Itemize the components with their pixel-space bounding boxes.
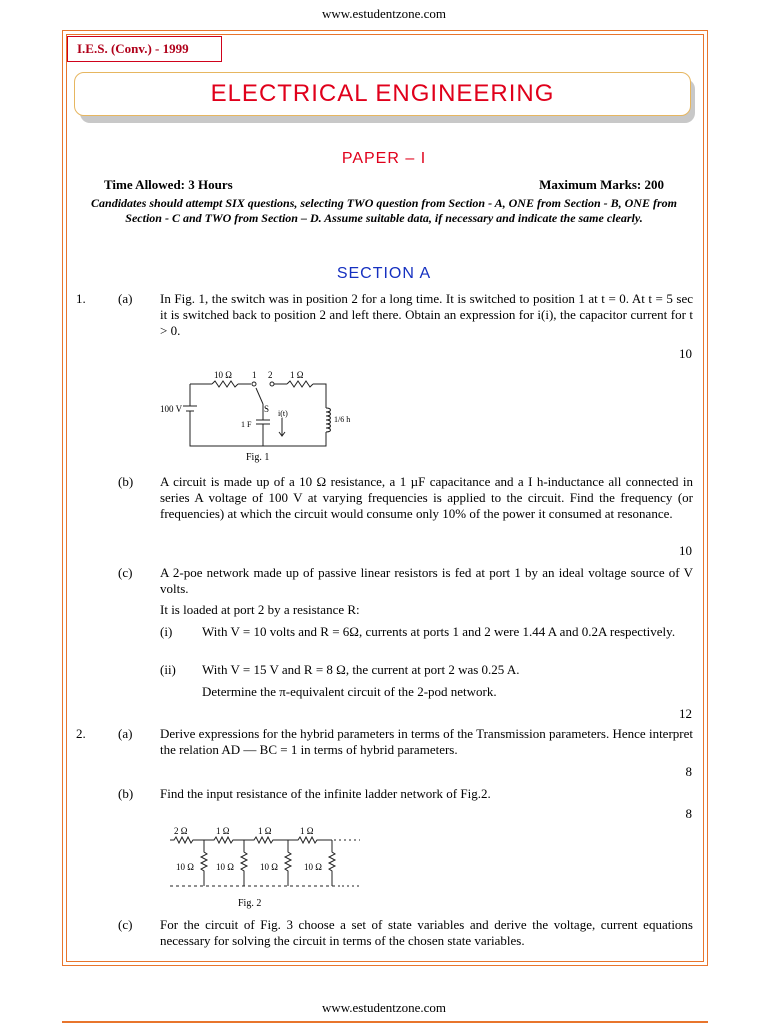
fig2-series-label: 2 Ω — [174, 826, 188, 836]
q2a-marks: 8 — [685, 764, 692, 779]
section-heading: SECTION A — [336, 265, 432, 282]
page-title: ELECTRICAL ENGINEERING — [210, 80, 555, 107]
q1c-ii-text: With V = 15 V and R = 8 Ω, the current at port 2 was 0.25 A. — [202, 662, 520, 677]
q1c-loaded: It is loaded at port 2 by a resistance R: — [160, 602, 360, 617]
fig1-r1-label: 10 Ω — [214, 370, 232, 380]
figure-2 — [160, 824, 380, 910]
fig1-switch-label: S — [264, 404, 270, 414]
q2b-label: (b) — [118, 786, 134, 801]
q1a-text: In Fig. 1, the switch was in position 2 for a long time. It is switched to position 1 at t = 0. At t = 5 sec it is switched back to position 2 and left there. Obtain an expression for i(i), the capacitor current for t > 0. — [160, 291, 693, 338]
q1c-label: (c) — [118, 565, 133, 580]
q1c-text: A 2-poe network made up of passive linear resistors is fed at port 1 by an ideal voltage source of V volts. — [160, 565, 693, 596]
q1b-marks: 10 — [679, 543, 692, 558]
q1c-i-text: With V = 10 volts and R = 6Ω, currents at ports 1 and 2 were 1.44 A and 0.2A respectively. — [202, 624, 676, 639]
q1b-text: A circuit is made up of a 10 Ω resistance, a 1 µF capacitance and a I h-inductance all connected in series A voltage of 100 V at varying frequencies is applied to the circuit. Find the frequency (or frequencies) at which the circuit would consume only 10% of the power it consumed at resonance. — [160, 474, 693, 521]
fig2-shunt-label: 10 Ω — [216, 862, 234, 872]
q1c-determine: Determine the π-equivalent circuit of the 2-pod network. — [202, 684, 497, 699]
q1c-ii-label: (ii) — [160, 662, 176, 677]
fig2-series-label: 1 Ω — [258, 826, 272, 836]
fig2-series-label: 1 Ω — [216, 826, 230, 836]
fig1-current-label: i(t) — [278, 409, 288, 418]
header-site[interactable]: www.estudentzone.com — [321, 6, 447, 21]
footer-divider — [62, 1021, 708, 1023]
q1c-i-label: (i) — [160, 624, 173, 639]
footer-site[interactable]: www.estudentzone.com — [321, 1000, 447, 1015]
fig1-cap-label: 1 F — [241, 420, 252, 429]
figure-1 — [150, 366, 390, 466]
instructions: Candidates should attempt SIX questions, selecting TWO question from Section - A, ONE from Section - B, ONE from Section - C and TWO from Section – D. Assume suitable data, if necessary and indicate the same clearly. — [91, 196, 677, 225]
q2c-text: For the circuit of Fig. 3 choose a set of state variables and derive the voltage, current equations necessary for solving the circuit in terms of the chosen state variables. — [160, 917, 693, 948]
fig1-node2-label: 2 — [268, 370, 273, 380]
fig2-shunt-label: 10 Ω — [260, 862, 278, 872]
q2a-label: (a) — [118, 726, 133, 741]
fig2-caption: Fig. 2 — [238, 898, 262, 909]
time-allowed: Time Allowed: 3 Hours — [104, 177, 233, 192]
fig1-inductor-label: 1/6 h — [334, 415, 351, 424]
q1a-marks: 10 — [679, 346, 692, 361]
fig1-node1-label: 1 — [252, 370, 257, 380]
q1c-marks: 12 — [679, 706, 692, 721]
q1-number: 1. — [76, 291, 86, 306]
fig2-shunt-label: 10 Ω — [304, 862, 322, 872]
q1a-label: (a) — [118, 291, 133, 306]
max-marks: Maximum Marks: 200 — [539, 177, 664, 192]
fig2-shunt-label: 10 Ω — [176, 862, 194, 872]
q2c-label: (c) — [118, 917, 133, 932]
paper-heading: PAPER – I — [341, 150, 427, 167]
q2-number: 2. — [76, 726, 86, 741]
exam-tag: I.E.S. (Conv.) - 1999 — [67, 36, 222, 62]
fig1-caption: Fig. 1 — [246, 452, 270, 463]
q2b-text: Find the input resistance of the infinite ladder network of Fig.2. — [160, 786, 491, 801]
fig1-r2-label: 1 Ω — [290, 370, 304, 380]
fig1-source-label: 100 V — [160, 404, 183, 414]
fig2-series-label: 1 Ω — [300, 826, 314, 836]
q2a-text: Derive expressions for the hybrid parameters in terms of the Transmission parameters. Hence interpret the relation AD — BC = 1 in terms of hybrid parameters. — [160, 726, 693, 757]
q1b-label: (b) — [118, 474, 134, 489]
q2b-marks: 8 — [685, 806, 692, 821]
